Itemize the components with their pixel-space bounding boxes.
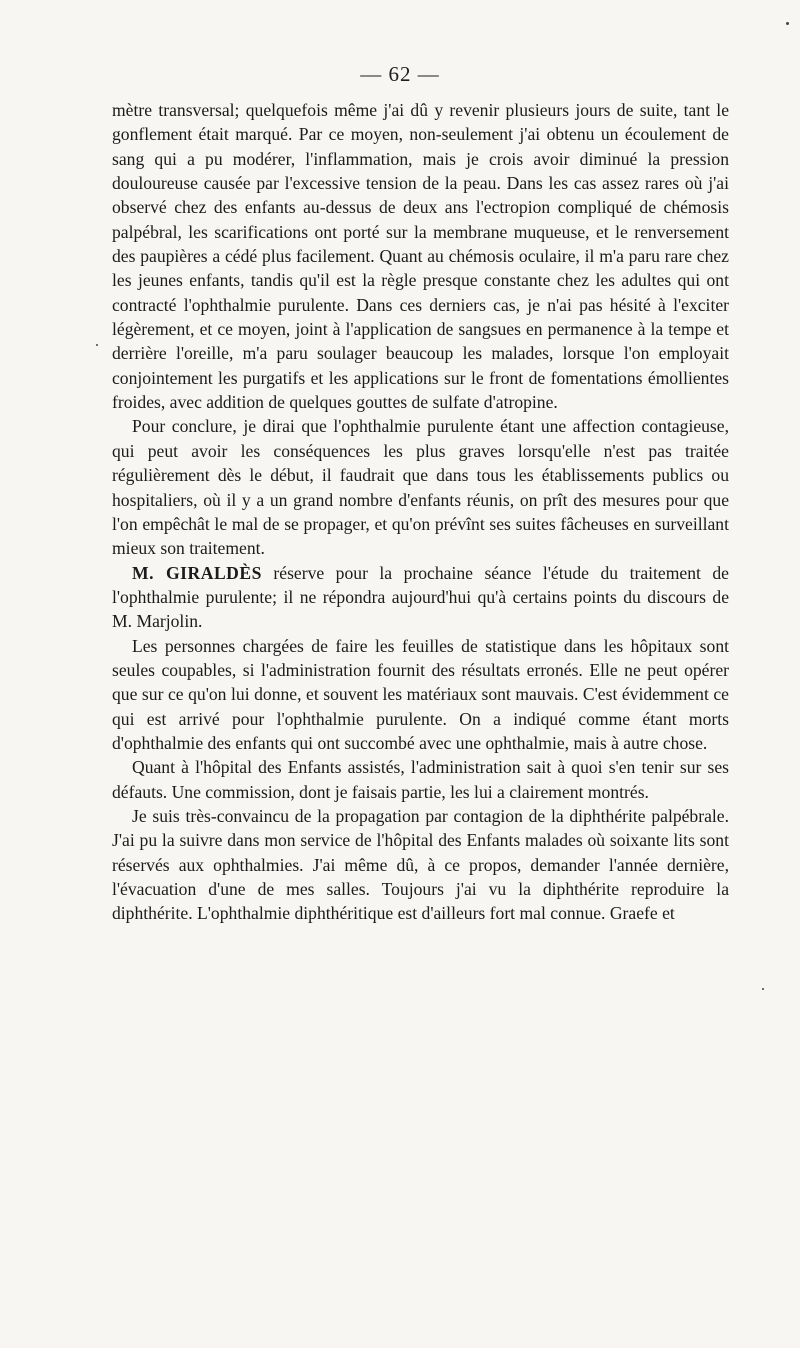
paragraph-4: Les personnes chargées de faire les feuilles de statistique dans les hôpitaux sont seules coupables, si l'administration fournit des résultats erronés. Elle ne peut opérer que sur ce qu'on lui donne, et souvent les matériaux sont mauvais. C'est évidemment ce qui est arrivé pour l'ophthalmie purulente. On a indiqué comme étant morts d'ophthalmie des enfants qui ont succombé avec une ophthalmie, mais à autre chose.: [112, 635, 729, 753]
paragraph-2: Pour conclure, je dirai que l'ophthalmie purulente étant une affection contagieuse, qui peut avoir les conséquences les plus graves lorsqu'elle n'est pas traitée régulièrement dès le début, il faudrait que dans tous les établissements publics ou hospitaliers, où il y a un grand nombre d'enfants réunis, on prît des mesures pour que l'on empêchât le mal de se propager, et qu'on prévînt ses suites fâcheuses en surveillant mieux son traitement.: [112, 416, 729, 559]
scan-speck: [762, 988, 764, 990]
paragraph-1: mètre transversal; quelquefois même j'ai dû y revenir plusieurs jours de suite, tant le gonflement était marqué. Par ce moyen, non-seulement j'ai obtenu un écoulement de sang qui a pu modérer, l'inflammation, mais je crois avoir diminué la pression douloureuse causée par l'excessive tension de la peau. Dans les cas assez rares où j'ai observé chez des enfants au-dessus de deux ans l'ectropion compliqué de chémosis palpébral, les scarifications ont porté sur la membrane muqueuse, et le renversement des paupières a cédé plus facilement. Quant au chémosis oculaire, il m'a paru rare chez les jeunes enfants, tandis qu'il est la règle presque constante chez les adultes qui ont contracté l'ophthalmie purulente. Dans ces derniers cas, je n'ai pas hésité à l'exciter légèrement, et ce moyen, joint à l'application de sangsues en permanence à la tempe et derrière l'oreille, m'a paru soulager beaucoup les malades, lorsque l'on employait conjointement les purgatifs et les applications sur le front de fomentations émollientes froides, avec addition de quelques gouttes de sulfate d'atropine.: [112, 100, 729, 413]
paragraph-3: [112, 561, 729, 634]
paragraph-3-text: réserve pour la prochaine séance l'étude du traitement de l'ophthalmie purulente; il ne répondra aujourd'hui qu'à certains points du discours de M. Marjolin.: [112, 562, 729, 632]
page-number: — 62 —: [360, 62, 440, 86]
paragraph-5: Quant à l'hôpital des Enfants assistés, l'administration sait à quoi s'en tenir sur ses défauts. Une commission, dont je faisais partie, les lui a clairement montrés.: [112, 757, 729, 802]
paragraph-6: Je suis très-convaincu de la propagation par contagion de la diphthérite palpébrale. J'ai pu la suivre dans mon service de l'hôpital des Enfants malades où soixante lits sont réservés aux ophthalmies. J'ai même dû, à ce propos, demander l'année dernière, l'évacuation d'une de mes salles. Toujours j'ai vu la diphthérite reproduire la diphthérite. L'ophthalmie diphthéritique est d'ailleurs fort mal connue. Graefe et: [112, 805, 729, 924]
body-text: [112, 98, 729, 926]
speaker-name: M. GIRALDÈS: [132, 562, 262, 583]
scan-speck: [786, 22, 789, 25]
scan-speck: [96, 344, 98, 346]
